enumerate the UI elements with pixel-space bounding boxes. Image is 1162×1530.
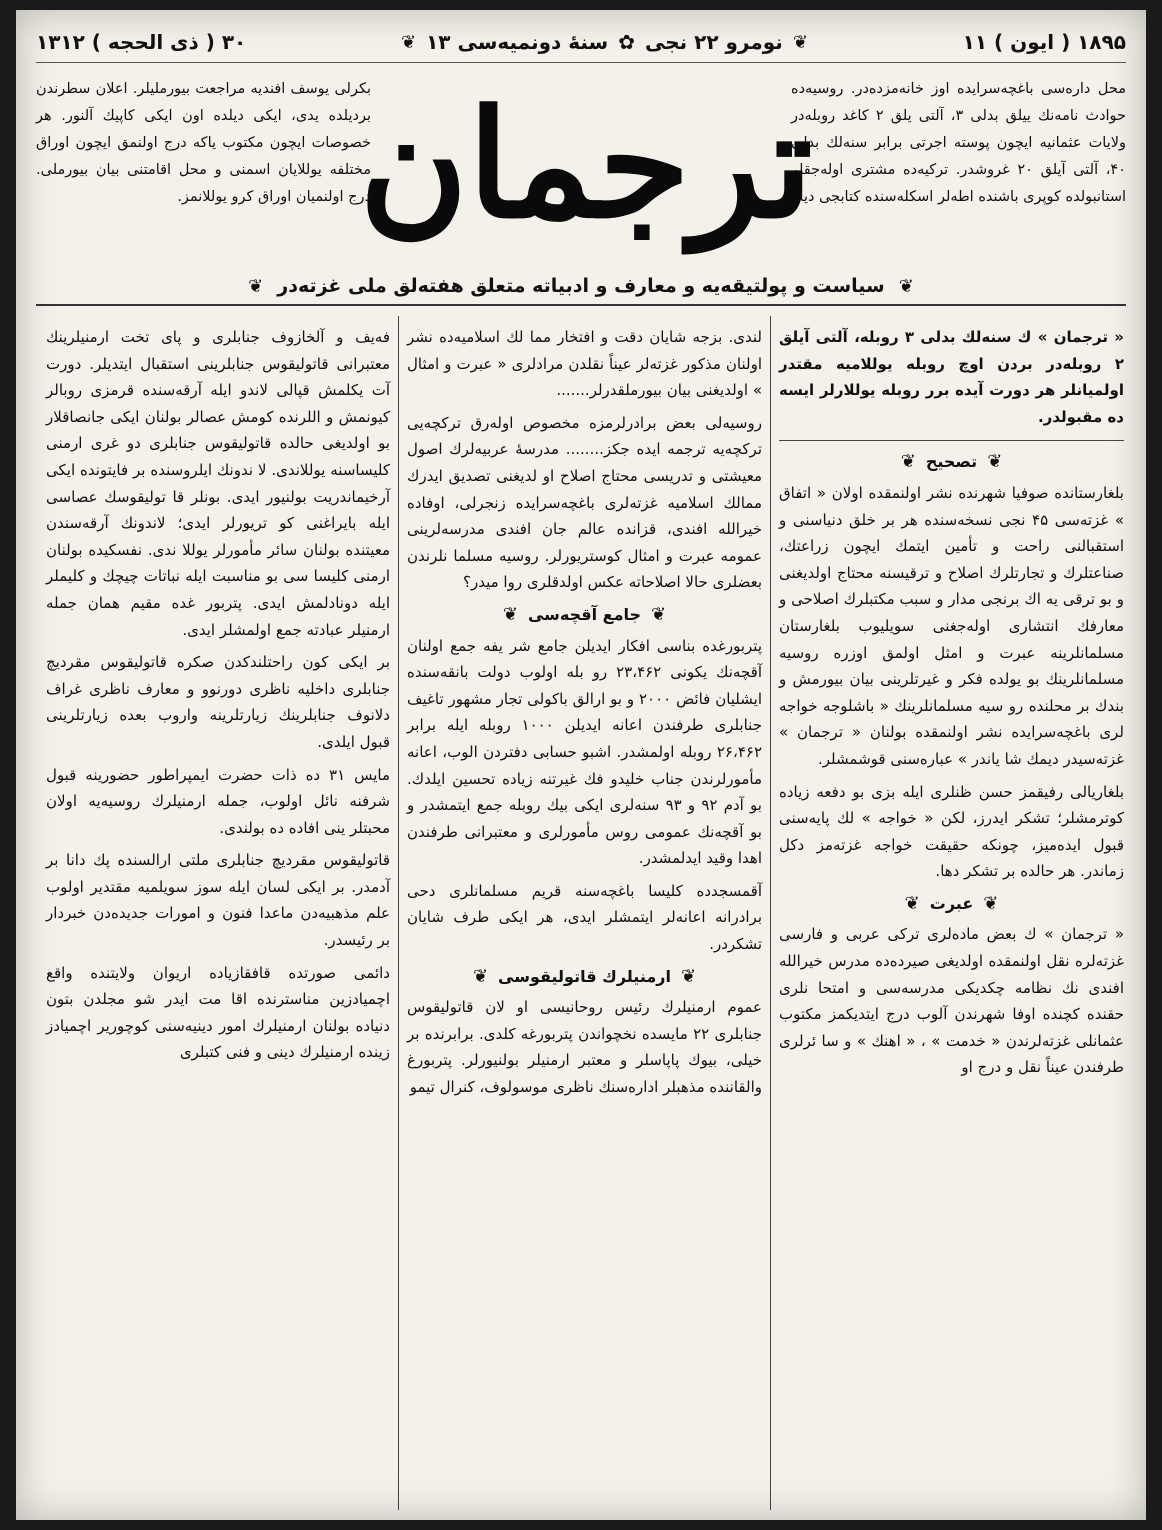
column-middle xyxy=(398,316,770,1510)
heading-mosque-fund: جامع آقچه‌سی xyxy=(527,604,642,624)
column-left xyxy=(38,316,398,1510)
subscription-notice: « ترجمان » ك سنه‌لك بدلی ۳ روبله، آلتی آیلق ۲ روبله‌در بردن اوچ روبله یوللامیه مقتدر اولمیانلر هر دورت آیده برر روبله یوللارلر ایسه ده مقبولدر. xyxy=(779,328,1124,426)
ornament-icon: ❦ xyxy=(680,965,697,987)
subscription-info: محل داره‌سی باغچه‌سرایده اوز خانه‌مزده‌در. روسیه‌ده حوادث نامه‌نك ییلق بدلی ۳، آلتی یلق ۲ کاغد روبله‌در ولایات عثمانیه ایچون پوسته اجرتی برابر سنه‌لك بدلی ۴۰، آلتی آیلق ۲۰ غروشدر. ترکیه‌ده مشتری اوله‌جقلر استانبولده کوپری باشنده اطه‌لر اسکله‌سنده کتابجی دیار xyxy=(791,81,1127,205)
section-heading xyxy=(779,449,1124,476)
advertising-info: بکرلی یوسف افندیه مراجعت بیورمليلر. اعلان سطرندن بردیلده یدی، ایکی دیلده اون ایکی کاپیك آلنور. هر خصوصات ایچون مکتوب یاکه درج اولنمق ایچون اوراق مختلفه یوللایان اسمنی و محل اقامتنی بیان بیورملی. درج اولنمیان اوراق کرو یوللانمز. xyxy=(36,81,371,205)
gregorian-date: ۱۸۹۵ ( ایون ) ۱۱ xyxy=(962,30,1126,54)
ornament-icon: ❦ xyxy=(983,892,999,914)
article-paragraph: « ترجمان » ك بعض ماده‌لری ترکی عربی و فارسی غزته‌لره نقل اولنمقده اولدیغی صیرده‌ده مدرس خیرالله افندی نك نظامه چکدیکی مدرسه‌سی و امتحا نلری حقنده کچنده اوفا شهرندن آلوب درج ایتدیکمز مکتوب عثمانلی غزته‌لرندن « خدمت » ، « اهنك » و سا ئرلری طرفندن عیناً نقل و درج او xyxy=(779,925,1124,1077)
newspaper-page xyxy=(16,10,1146,1520)
article-paragraph: آقمسجدده کلیسا باغچه‌سنه قریم مسلمانلری دحی برادرانه اعانه‌لر ایتمشلر ایدی، هر ایکی طرف شایان تشکردر. xyxy=(407,881,762,954)
section-heading xyxy=(407,602,762,629)
star-icon: ✿ xyxy=(618,30,635,54)
ornament-icon: ❦ xyxy=(987,451,1003,473)
dateline xyxy=(36,22,1126,63)
divider xyxy=(779,440,1124,441)
article-paragraph: پتربورغده بناسی افکار ایدیلن جامع شر یفه جمع اولنان آقچه‌نك یکونی ۲۳،۴۶۲ رو بله اولوب دولت بانقه‌سنده ایشلیان فائض ۲۰۰۰ و بو ارالق باکولی تجار مشهور تاغیف جنابلری طرفندن اعانه ایدیلن ۱۰۰۰ روبله ایله برابر ۲۶،۴۶۲ روبله اولمشدر. اشبو حسابی دفتردن الوب، اعانه مأمورلرندن جناب خلیدو فك غیرتنه زیاده تحسین ایلدك. بو آدم ۹۲ و ۹۳ سنه‌لری ایکی بیك روبله جمع ایتمشدر و بو آقچه‌نك عمومی روس مأمورلری و معتبرانی طرفندن اهدا وقید ایدلمشدر. xyxy=(407,636,762,868)
ornament-icon: ❦ xyxy=(898,275,914,297)
article-paragraph: بر ایکی کون راحتلندکدن صکره قاتولیقوس مقردیچ جنابلری داخلیه ناظری دورنوو و معارف ناظری غراف دلانوف جنابلرینك زیارتلرینه واروب بعده زیارتلرینی قبول ایلدی. xyxy=(46,653,390,751)
article-paragraph: مایس ۳۱ ده ذات حضرت ایمپراطور حضورینه قبول شرفنه نائل اولوب، جمله ارمنیلرك روسیه‌یه اولان محبتلر ینی افاده ده بولندی. xyxy=(46,765,391,837)
ornament-icon: ❦ xyxy=(792,31,808,53)
column-right xyxy=(770,316,1132,1510)
article-paragraph: بلغارستانده صوفیا شهرنده نشر اولنمقده اولان « اتفاق » غزته‌سی ۴۵ نجی نسخه‌سنده هر بر خلق دنیاسنی و استقبالنی راحت و تأمین ایتمك ایچون زراعتك، صناعتلرك و تجارتلرك اصلاح و ترقیسنه محتاج اولدیغنی و بو ترقی یه اك برنجی مدار و سبب مکتبلرك اصلاحی و معارفك انتشاری اوله‌جغنی سویلیوب بلغارستان مسلمانلرینه عبرت و امثل اولمق اوزره روسیه مسلمانلرینك بو یولده فکر و غیرتلرینی بیان بیورمش و بندك بر محلنده رو سیه مسلمانلرینك « باشلوجه خواجه لری باغچه‌سرایده نشر اولنمقده بولنان « ترجمان » غزته‌سیدر دیمك شا یاندر » عباره‌سنی قوشمشلر. xyxy=(779,483,1124,768)
ornament-icon: ❦ xyxy=(502,603,518,625)
heading-correction: تصحیح xyxy=(925,452,978,472)
hijri-date: ۳۰ ( ذی الحجه ) ۱۳۱۲ xyxy=(36,30,247,54)
ornament-icon: ❦ xyxy=(248,275,264,297)
article-paragraph: قاتولیقوس مقردیچ جنابلری ملتی ارالسنده پك دانا بر آدمدر. بر ایکی لسان ایله سوز سویلمیه مقتدیر اولوب علم مذهبیه‌دن ماعدا فنون و امورات جدیده‌دن خبردار بر رئیسدر. xyxy=(46,851,390,950)
article-paragraph: روسیه‌لی بعض برادرلرمزه مخصوص اوله‌رق ترکچه‌یی ترکچه‌یه ترجمه ایده جکز........ مدرسهٔ عربیه‌لرك اصول معیشتی و تدریسی محتاج اصلاح او لدیغنی تصدیق ایدرك ممالك اسلامیه غزته‌لری باغچه‌سرایده زنجرلی، اوفاده خیرالله افندی، قزانده عالم جان افندی مدرسه‌لرینی عمومه عبرت و امثال کوستریورلر. روسیه مسلما نلرندن بعضلری حالا اصلاحاته عکس اولدقلری روا میدر؟ xyxy=(407,413,762,592)
ornament-icon: ❦ xyxy=(472,965,489,987)
volume-year: سنهٔ دونمیه‌سی ۱۳ xyxy=(426,30,609,54)
subtitle-bar xyxy=(36,268,1126,306)
heading-lesson: عبرت xyxy=(929,893,974,913)
ornament-icon: ❦ xyxy=(651,603,667,625)
article-paragraph: دائمی صورتده قافقازیاده اریوان ولایتنده واقع اچمیادزین مناسترنده اقا مت ایدر شو مجلدن بتون دنیاده بولنان ارمنیلرك امور دینیه‌سنی کوچوریر اچمیادز زینده ارمنیلرك دینی و فنی کتبلری xyxy=(46,963,390,1062)
article-paragraph: بلغاریالی رفیقمز حسن ظنلری ایله بزی بو دفعه زیاده کوترمشلر؛ تشکر ایدرز، لکن « خواجه » لك پایه‌سنی قبول ایده‌میز، چونکه حقیقت خواجه غزته‌مز دکل زماندر. هر حالده بر تشکر دها. xyxy=(779,782,1124,881)
masthead xyxy=(36,66,1126,266)
ornament-icon: ❦ xyxy=(904,892,920,914)
section-heading xyxy=(407,964,762,991)
ornament-icon: ❦ xyxy=(401,31,417,53)
issue-info xyxy=(401,30,808,54)
issue-number: نومرو ۲۲ نجی xyxy=(644,30,783,54)
newspaper-subtitle: سیاست و پولتیقه‌یه و معارف و ادبیاته متعلق هفته‌لق ملی غزته‌در xyxy=(277,275,885,297)
article-paragraph: فه‌یف و آلخازوف جنابلری و پای تخت ارمنیلرینك معتبرانی قاتولیقوس جنابلرینی استقبال ایتدیلر. دورت آت یکلمش قپالی لاندو ایله آرقه‌سنده قرمزی روبالر کیونمش و اللرنده کومش عصالر بولنان ایکی جانصاقلار بو اولدیغی حالده قاتولیقوس جنابلری دو غری ارمنی کلیساسنه یوللاندی. لا ندونك ایلروسنده بر فایتونده ایکی آرخیماندریت بولنیور ایدی. بونلر قا تولیقوسك عصاسی ایله بایراغنی کو تریورلر ایدی؛ لاندونك آرقه‌سندن معیتنده بولنان سائر مأمورلر یوللا ندی. نفسکیده بولنان ارمنی کلیسا سی بو مناسبت ایله نباتات چیچك و کلیملر ایله دونادلمش ایدی. پتربور غده مقیم همان جمله ارمنیلر عبادته جمع اولمشلر ایدی. xyxy=(46,328,390,639)
ornament-icon: ❦ xyxy=(900,451,916,473)
heading-catholicos: ارمنیلرك قاتولیقوسی xyxy=(498,966,671,986)
newspaper-title: ترجمان xyxy=(359,77,813,251)
article-columns xyxy=(38,316,1132,1510)
section-heading xyxy=(779,891,1124,918)
article-paragraph: لندی. بزجه شایان دقت و افتخار مما لك اسلامیه‌ده نشر اولنان مذکور غزته‌لر عیناً نقلدن مرادلری « عبرت و امثال » اولدیغنی بیان بیورملقدرلر....... xyxy=(407,328,762,400)
article-paragraph: عموم ارمنیلرك رئیس روحانیسی او لان قاتولیقوس جنابلری ۲۲ مایسده نخچواندن پتربورغه کلدی. برابرنده بر خیلی، بیوك پاپاسلر و معتبر ارمنیلر بولنیورلر. پتربورغ والقاننده مذهبلر اداره‌سنك ناظری موسولوف، کنرال تیمو xyxy=(407,998,762,1097)
